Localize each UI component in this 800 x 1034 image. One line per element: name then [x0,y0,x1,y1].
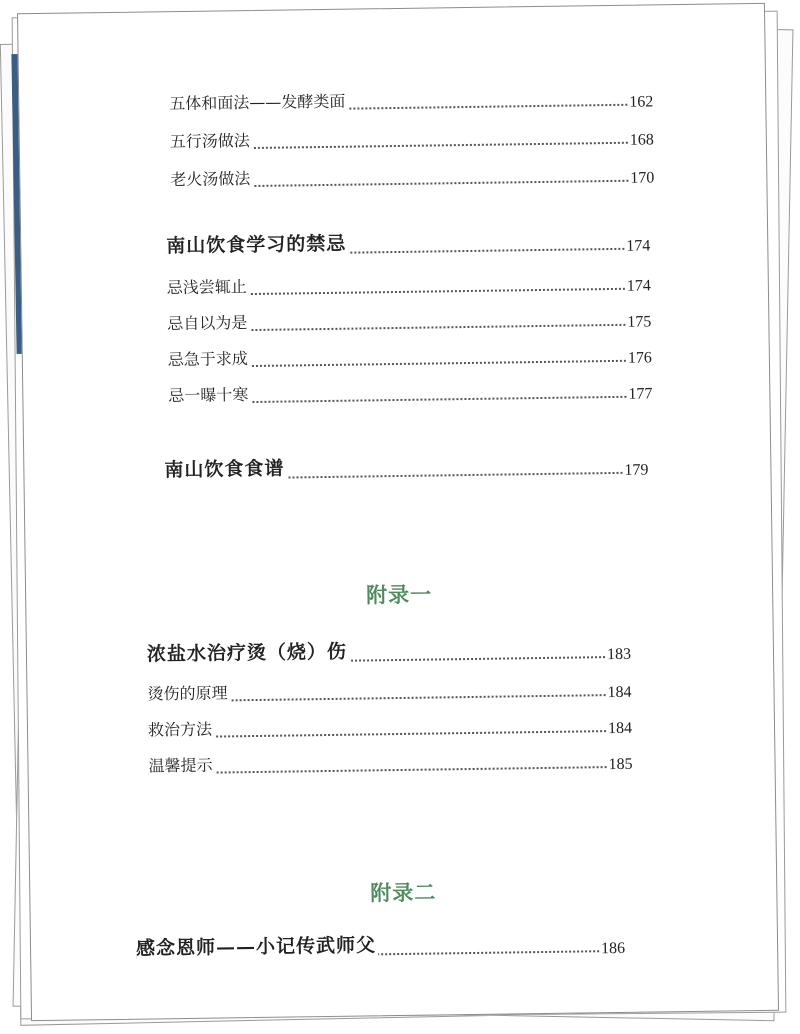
entry-title: 温馨提示 [148,753,214,777]
entry-title: 烫伤的原理 [147,680,229,704]
page-number: 184 [607,683,632,702]
toc-entry[interactable] [170,159,670,196]
toc-entry[interactable] [167,267,667,304]
page-number: 170 [630,169,655,187]
toc-page [17,3,779,1021]
toc-chapter-heading[interactable] [164,451,664,488]
chapter-title: 浓盐水治疗烫（烧）伤 [147,637,349,667]
chapter-title: 南山饮食学习的禁忌 [166,229,348,259]
toc-chapter-heading[interactable] [147,636,647,673]
appendix-two-title: 附录二 [370,880,437,906]
entry-title: 五体和面法——发酵类面 [169,89,347,114]
appendix-one-title: 附录一 [365,582,433,608]
toc-entry[interactable] [168,375,668,412]
toc-entry[interactable] [168,339,668,376]
toc-chapter-heading[interactable] [166,227,666,264]
page-number: 183 [606,645,632,664]
entry-title: 救治方法 [148,717,214,741]
toc-entry[interactable] [147,674,647,711]
page-number: 176 [627,349,652,367]
entry-title: 忌急于求成 [168,346,250,370]
dot-leader [149,766,607,774]
entry-title: 忌浅尝辄止 [167,274,249,298]
page-number: 175 [627,313,652,331]
page-number: 174 [626,277,651,295]
page-number: 185 [608,755,633,774]
toc-entry[interactable] [170,121,670,158]
page-number: 177 [628,385,653,403]
toc-entry[interactable] [169,83,669,120]
page-number: 184 [607,719,633,738]
page-number: 168 [629,131,654,149]
toc-entry[interactable] [148,710,648,747]
page-number: 179 [624,461,649,479]
dot-leader [148,730,606,738]
toc-entry[interactable] [148,746,648,783]
entry-title: 忌一曝十寒 [168,382,250,406]
entry-title: 忌自以为是 [167,310,249,334]
chapter-title: 感念恩师——小记传武师父 [136,930,378,960]
page-number: 186 [600,939,626,958]
page-number: 174 [626,237,651,255]
toc-chapter-heading[interactable] [136,930,641,967]
toc-entry[interactable] [167,303,667,340]
entry-title: 五行汤做法 [170,128,252,152]
chapter-title: 南山饮食食谱 [164,454,286,483]
entry-title: 老火汤做法 [170,166,252,190]
page-number: 162 [629,93,654,111]
